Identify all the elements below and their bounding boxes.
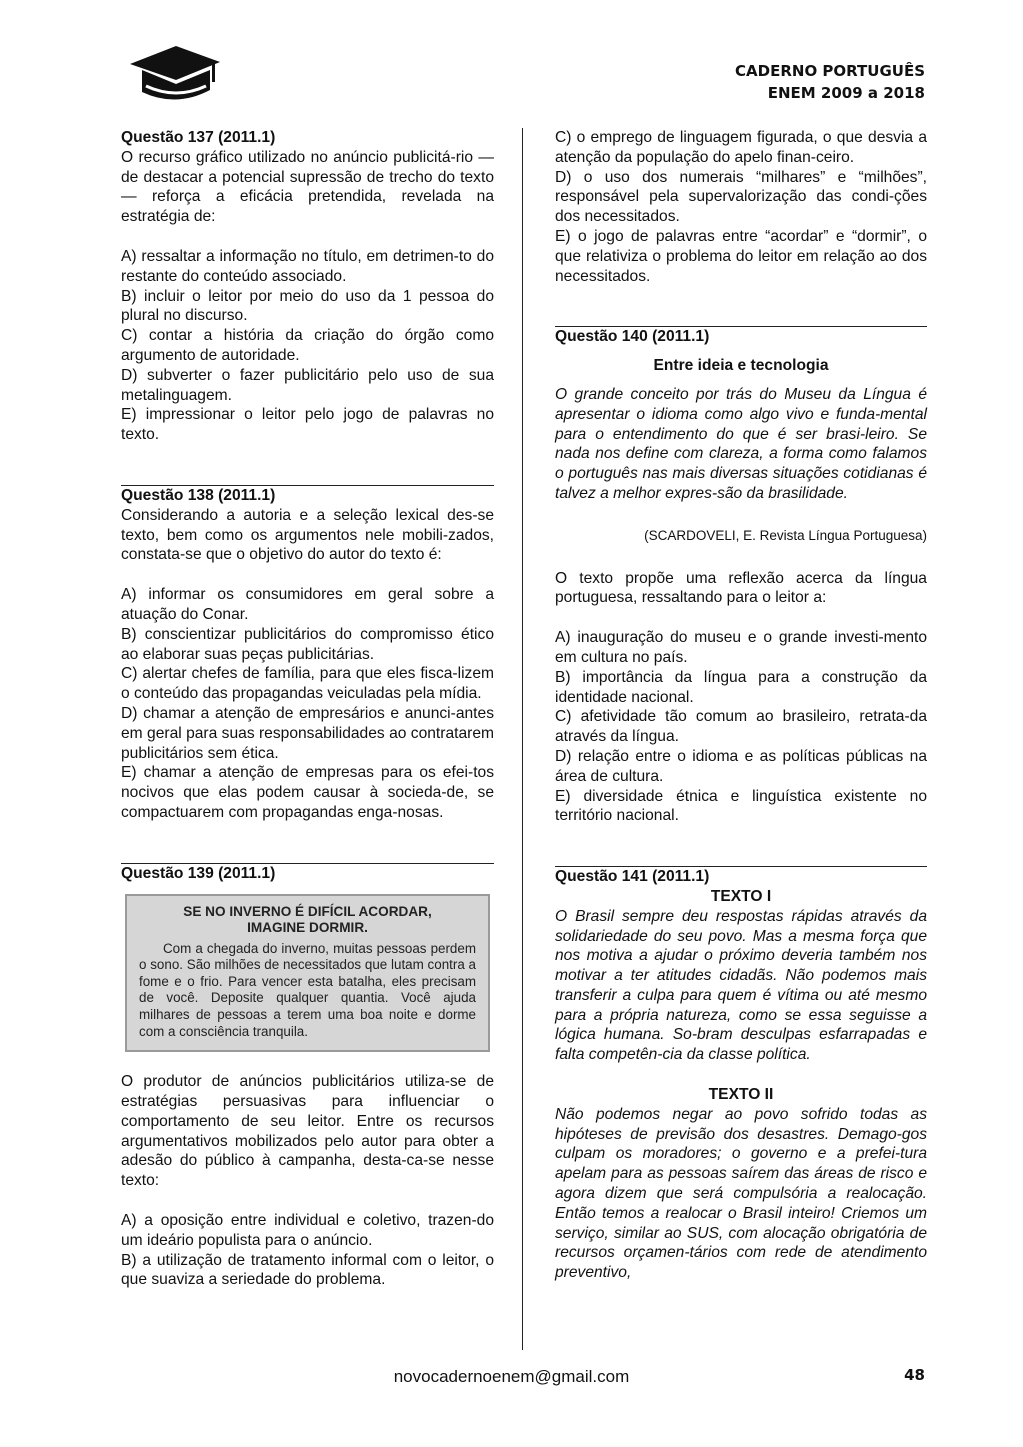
- option-a: A) informar os consumidores em geral sobre a atuação do Conar.: [121, 586, 494, 623]
- question-heading: Questão 141 (2011.1): [555, 868, 710, 886]
- question-heading: Questão 140 (2011.1): [555, 328, 710, 346]
- option-b: B) a utilização de tratamento informal com o leitor, o que suaviza a seriedade do problema.: [121, 1251, 494, 1289]
- question-stem: O produtor de anúncios publicitários utiliza-se de estratégias persuasivas para influenciar o comportamento de seu leitor. Entre os recursos argumentativos mobilizados pelo autor para obter a adesão do público à campanha, desta-ca-se nesse texto:: [121, 1073, 494, 1190]
- graduation-cap-logo: [126, 42, 222, 106]
- text-body: O grande conceito por trás do Museu da Língua é apresentar o idioma como algo vivo e funda-mental para o entendimento do que é ser brasi-leiro. Se nada nos define com clareza, a forma como falamos o português nas mais diversas situações cotidianas é talvez a melhor expres-são da brasilidade.: [555, 385, 927, 502]
- option-e: E) impressionar o leitor pelo jogo de palavras no texto.: [121, 406, 494, 444]
- question-stem: O texto propõe uma reflexão acerca da língua portuguesa, ressaltando para o leitor a:: [555, 569, 927, 607]
- option-d: D) relação entre o idioma e as políticas públicas na área de cultura.: [555, 747, 927, 785]
- question-stem: Considerando a autoria e a seleção lexical des-se texto, bem como os argumentos nele mobili-zados, constata-se que o objetivo do autor do texto é:: [121, 506, 494, 564]
- question-141: [555, 867, 927, 1283]
- column-divider: [522, 128, 523, 1350]
- header-title-line2: ENEM 2009 a 2018: [767, 84, 925, 102]
- text-source: (SCARDOVELI, E. Revista Língua Portuguesa): [644, 528, 927, 544]
- ad-title-line2: IMAGINE DORMIR.: [247, 920, 368, 936]
- option-b: B) importância da língua para a construção da identidade nacional.: [555, 668, 927, 706]
- option-c: C) afetividade tão comum ao brasileiro, retrata-da através da língua.: [555, 708, 927, 746]
- question-140: [555, 327, 927, 826]
- option-e: E) o jogo de palavras entre “acordar” e “dormir”, o que relativiza o problema do leitor em relação ao dos necessitados.: [555, 227, 927, 285]
- left-column: [121, 128, 494, 1290]
- question-137: [121, 128, 494, 445]
- document-header: [735, 60, 925, 104]
- option-e: E) diversidade étnica e linguística existente no território nacional.: [555, 787, 927, 825]
- option-d: D) chamar a atenção de empresários e anunci-antes em geral para suas responsabilidades ao contratarem publicitários sem ética.: [121, 704, 494, 762]
- option-d: D) o uso dos numerais “milhares” e “milhões”, responsável pela supervalorização das condi-ções dos necessitados.: [555, 168, 927, 226]
- option-a: A) inauguração do museu e o grande investi-mento em cultura no país.: [555, 629, 927, 666]
- option-c: C) o emprego de linguagem figurada, o que desvia a atenção da população do apelo finan-ceiro.: [555, 129, 927, 166]
- text1-title: TEXTO I: [710, 887, 772, 905]
- text2-title: TEXTO II: [708, 1086, 774, 1104]
- option-c: C) alertar chefes de família, para que eles fisca-lizem o conteúdo das propagandas veiculadas pela mídia.: [121, 665, 494, 703]
- text2-body: Não podemos negar ao povo sofrido todas as hipóteses de previsão dos desastres. Demago-gos culpam os moradores; o governo e a prefei-tura apelam para as pessoas saírem das áreas de risco e agora dizem que será compulsória a realocação. Então temos a realocar o Brasil inteiro! Criemos um serviço, similar ao SUS, com alocação obrigatória de recursos orçamen-tários com rede de atendimento preventivo,: [555, 1105, 927, 1282]
- text-title: Entre ideia e tecnologia: [653, 357, 829, 375]
- option-a: A) ressaltar a informação no título, em detrimen-to do restante do conteúdo associado.: [121, 247, 494, 285]
- option-b: B) incluir o leitor por meio do uso da 1 pessoa do plural no discurso.: [121, 287, 494, 325]
- page-number: 48: [904, 1366, 925, 1384]
- advertisement-box: [125, 894, 490, 1053]
- question-stem: O recurso gráfico utilizado no anúncio publicitá-rio — de destacar a potencial supressão de trecho do texto — reforça a eficácia pretendida, revelada na estratégia de:: [121, 148, 494, 226]
- header-title-line1: CADERNO PORTUGUÊS: [735, 62, 925, 80]
- question-138: [121, 486, 494, 823]
- ad-title-line1: SE NO INVERNO É DIFÍCIL ACORDAR,: [183, 903, 432, 919]
- question-heading: Questão 139 (2011.1): [121, 864, 276, 882]
- question-heading: Questão 137 (2011.1): [121, 129, 276, 146]
- option-c: C) contar a história da criação do órgão como argumento de autoridade.: [121, 327, 494, 364]
- right-column: [555, 128, 927, 1283]
- question-heading: Questão 138 (2011.1): [121, 486, 276, 504]
- option-a: A) a oposição entre individual e coletivo, trazen-do um ideário populista para o anúncio.: [121, 1212, 494, 1249]
- footer-email: novocadernoenem@gmail.com: [393, 1367, 630, 1386]
- text1-body: O Brasil sempre deu respostas rápidas através da solidariedade do seu povo. Mas a mesma força que nos motiva a ajudar o próximo deveria também nos motivar a ter atitudes cidadãs. Não podemos mais transferir a culpa para quem é vítima ou até mesmo para a própria natureza, como se essa seguisse a lógica humana. So-bram desculpas esfarrapadas e falta competên-cia da classe política.: [555, 907, 927, 1064]
- ad-title: [139, 904, 476, 937]
- ad-body: Com a chegada do inverno, muitas pessoas perdem o sono. São milhões de necessitados que lutam contra a fome e o frio. Para vencer esta batalha, eles precisam de você. Deposite qualquer quantia. Você ajuda milhares de pessoas a terem uma boa noite e dorme com a consciência tranquila.: [139, 940, 476, 1039]
- option-b: B) conscientizar publicitários do compromisso ético ao elaborar suas peças publicitárias.: [121, 625, 494, 663]
- option-e: E) chamar a atenção de empresas para os efei-tos nocivos que elas podem causar à socieda-de, se compactuarem com propagandas enga-nosas.: [121, 764, 494, 821]
- question-139: [121, 864, 494, 1291]
- option-d: D) subverter o fazer publicitário pelo uso de sua metalinguagem.: [121, 366, 494, 404]
